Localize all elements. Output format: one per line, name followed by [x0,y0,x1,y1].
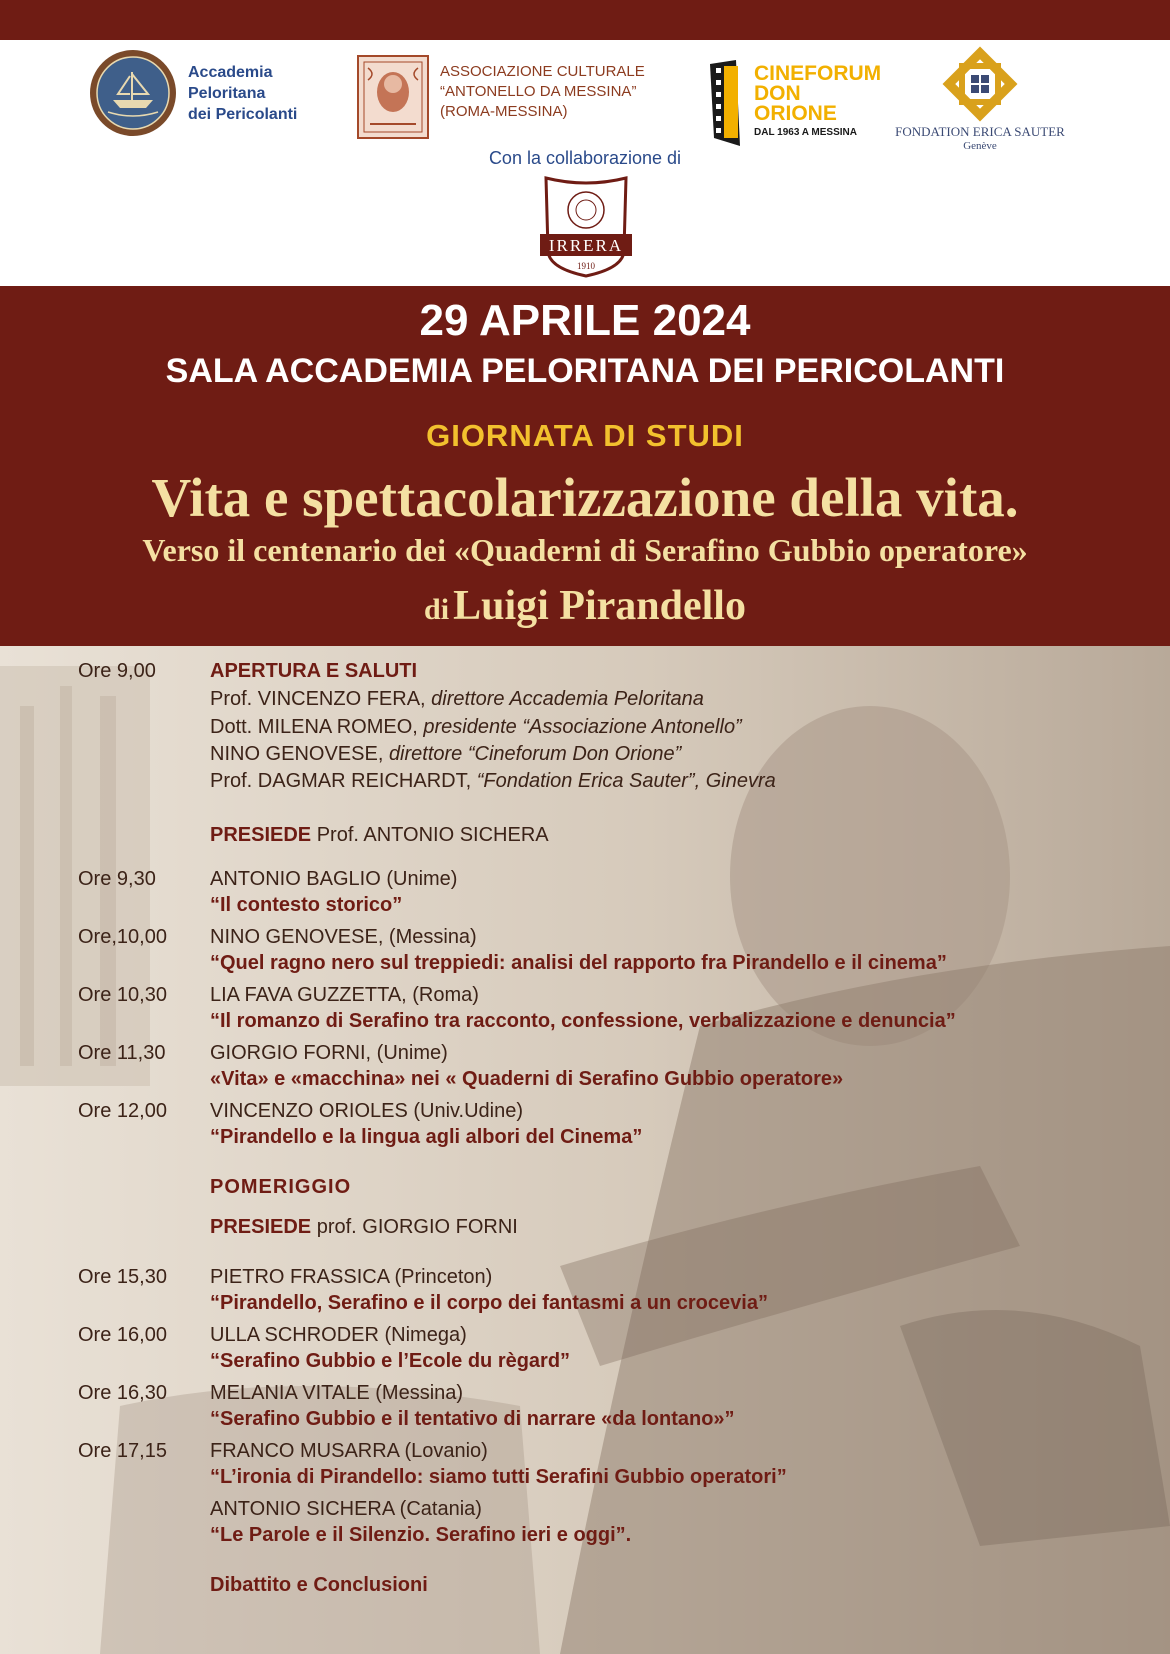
speaker: PIETRO FRASSICA (Princeton) [210,1266,493,1288]
collaboration-label: Con la collaborazione di [488,148,682,168]
time-label: Ore 9,00 [78,660,156,682]
speaker: GIORGIO FORNI, (Unime) [210,1042,448,1064]
speaker: MELANIA VITALE (Messina) [210,1382,464,1404]
time-label: Ore 17,15 [78,1440,167,1462]
speaker: FRANCO MUSARRA (Lovanio) [210,1440,488,1462]
speaker: VINCENZO ORIOLES (Univ.Udine) [210,1100,524,1122]
svg-text:DON: DON [754,82,801,105]
greeting-item: NINO GENOVESE, direttore “Cineforum Don Orione” [210,743,682,765]
talk-title: “L’ironia di Pirandello: siamo tutti Serafini Gubbio operatori” [210,1466,787,1488]
svg-text:DAL 1963 A MESSINA: DAL 1963 A MESSINA [754,127,857,138]
time-label: Ore 10,30 [78,984,167,1006]
talk-title: “Pirandello e la lingua agli albori del Cinema” [210,1126,643,1148]
greeting-item: Dott. MILENA ROMEO, presidente “Associazione Antonello” [210,716,742,738]
associazione-crest-logo [356,54,430,140]
event-date: 29 APRILE 2024 [419,296,751,345]
talk-title: “Le Parole e il Silenzio. Serafino ieri e oggi”. [210,1524,632,1546]
event-subtitle: Verso il centenario dei «Quaderni di Serafino Gubbio operatore» [142,532,1028,568]
greeting-item: Prof. DAGMAR REICHARDT, “Fondation Erica Sauter”, Ginevra [210,770,776,792]
talk-title: “Pirandello, Serafino e il corpo dei fantasmi a un crocevia” [210,1292,768,1314]
logo-strip [0,40,1170,286]
speaker: LIA FAVA GUZZETTA, (Roma) [210,984,479,1006]
svg-text:ORIONE: ORIONE [754,102,837,125]
talk-title: «Vita» e «macchina» nei « Quaderni di Serafino Gubbio operatore» [210,1068,844,1090]
time-label: Ore 16,00 [78,1324,167,1346]
time-label: Ore 9,30 [78,868,156,890]
accademia-logo-text: Accademia Peloritana dei Pericolanti [188,64,298,123]
talk-title: “Serafino Gubbio e l’Ecole du règard” [210,1350,571,1372]
talk-title: “Il contesto storico” [210,894,403,916]
afternoon-heading: POMERIGGIO [210,1176,352,1198]
speaker: ULLA SCHRODER (Nimega) [210,1324,467,1346]
event-venue: SALA ACCADEMIA PELORITANA DEI PERICOLANTI [165,352,1005,390]
time-label: Ore 11,30 [78,1042,166,1064]
talk-title: “Il romanzo di Serafino tra racconto, confessione, verbalizzazione e denuncia” [210,1010,956,1032]
svg-text:IRRERA: IRRERA [548,236,624,255]
associazione-logo-text: ASSOCIAZIONE CULTURALE “ANTONELLO DA MESSINA” (ROMA-MESSINA) [440,63,645,120]
greeting-item: Prof. VINCENZO FERA, direttore Accademia Peloritana [210,688,704,710]
speaker: ANTONIO SICHERA (Catania) [210,1498,482,1520]
chair-line: PRESIEDE Prof. ANTONIO SICHERA [210,824,549,846]
svg-text:CINEFORUM: CINEFORUM [754,62,882,85]
accademia-seal-logo [88,48,178,138]
event-author: di Luigi Pirandello [424,583,746,629]
event-type: GIORNATA DI STUDI [426,418,744,453]
time-label: Ore 16,30 [78,1382,167,1404]
time-label: Ore 12,00 [78,1100,167,1122]
irrera-shield-logo [540,172,632,280]
time-label: Ore 15,30 [78,1266,167,1288]
program-section [0,646,1170,1654]
fondation-logo-text: FONDATION ERICA SAUTER Genève [895,124,1065,152]
top-band [0,0,1170,40]
fondation-emblem-logo [940,44,1020,124]
time-label: Ore,10,00 [78,926,167,948]
closing-line: Dibattito e Conclusioni [210,1574,428,1596]
speaker: NINO GENOVESE, (Messina) [210,926,477,948]
session-title: APERTURA E SALUTI [210,660,418,682]
svg-text:1910: 1910 [577,261,595,271]
speaker: ANTONIO BAGLIO (Unime) [210,868,458,890]
event-header [0,286,1170,646]
chair-line: PRESIEDE prof. GIORGIO FORNI [210,1216,518,1238]
talk-title: “Quel ragno nero sul treppiedi: analisi del rapporto fra Pirandello e il cinema” [210,952,947,974]
cineforum-logo [710,58,882,148]
talk-title: “Serafino Gubbio e il tentativo di narrare «da lontano»” [210,1408,735,1430]
event-title: Vita e spettacolarizzazione della vita. [151,467,1019,528]
program-list [0,646,1170,1654]
